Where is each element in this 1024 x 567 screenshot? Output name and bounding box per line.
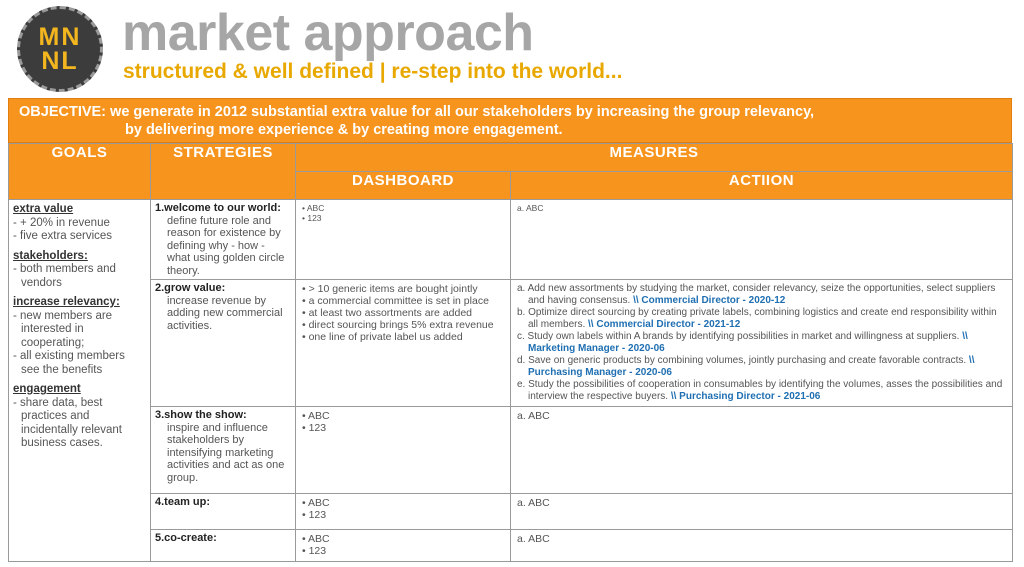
strategy-table	[8, 143, 1013, 562]
dashboard-item: • a commercial committee is set in place	[302, 295, 504, 307]
dashboard-item: • 123	[302, 509, 504, 521]
strategy-cell	[151, 280, 296, 407]
strategy-title: 4.team up:	[155, 496, 211, 508]
action-text: d. Save on generic products by combining volumes, jointly purchasing and create favorable contracts.	[517, 355, 969, 366]
action-item	[517, 355, 1006, 379]
action-text: a. ABC	[517, 410, 550, 422]
strategy-cell	[151, 494, 296, 530]
dashboard-item: • ABC	[302, 497, 504, 509]
strategy-description: inspire and influence stakeholders by intensifying marketing activities and act as one group.	[167, 421, 285, 484]
dashboard-cell	[296, 407, 511, 494]
page-subtitle: structured & well defined | re-step into the world...	[123, 60, 623, 83]
action-owner: \\ Marketing Manager - 2020-06	[528, 331, 968, 354]
strategy-title: 3.show the show:	[155, 409, 247, 421]
action-text: a. ABC	[517, 497, 550, 509]
objective-label: OBJECTIVE:	[19, 104, 107, 120]
goal-title: extra value	[13, 203, 74, 215]
goal-title: engagement	[13, 383, 81, 395]
strategy-title: 1.welcome to our world:	[155, 202, 281, 214]
goal-item: - new members are interested in cooperating;	[13, 310, 146, 351]
action-item	[517, 379, 1006, 403]
dashboard-header: DASHBOARD	[296, 172, 511, 200]
action-header: ACTIION	[511, 172, 1013, 200]
dashboard-item: • > 10 generic items are bought jointly	[302, 283, 504, 295]
goals-header: GOALS	[9, 144, 151, 200]
action-text: a. ABC	[517, 533, 550, 545]
action-cell	[511, 407, 1013, 494]
action-cell	[511, 494, 1013, 530]
action-item	[517, 410, 1006, 422]
action-owner: \\ Purchasing Manager - 2020-06	[528, 355, 975, 378]
action-text: a. Add new assortments by studying the market, consider relevancy, seize the opportunities, select suppliers and having consensus.	[517, 283, 996, 306]
action-text: a. ABC	[517, 203, 544, 213]
action-cell	[511, 280, 1013, 407]
action-owner: \\ Commercial Director - 2021-12	[588, 319, 741, 330]
dashboard-cell	[296, 530, 511, 562]
goal-title: stakeholders:	[13, 249, 88, 262]
action-item	[517, 497, 1006, 509]
action-text: c. Study own labels within A brands by identifying possibilities in market and willingness at suppliers.	[517, 331, 963, 342]
action-cell	[511, 200, 1013, 280]
goal-item: - + 20% in revenue	[13, 217, 146, 231]
strategy-title: 2.grow value:	[155, 282, 226, 294]
strategy-cell	[151, 407, 296, 494]
action-item	[517, 283, 1006, 307]
goals-cell	[9, 200, 151, 562]
objective-line-1: we generate in 2012 substantial extra value for all our stakeholders by increasing the group relevancy,	[110, 104, 815, 120]
dashboard-item: • ABC	[302, 203, 504, 213]
goal-list	[13, 217, 146, 244]
strategy-description: increase revenue by adding new commercial activities.	[167, 294, 283, 332]
action-item	[517, 533, 1006, 545]
logo	[17, 6, 103, 92]
logo-line-2: NL	[41, 47, 79, 75]
dashboard-item: • direct sourcing brings 5% extra revenue	[302, 319, 504, 331]
goal-list	[13, 310, 146, 378]
dashboard-cell	[296, 280, 511, 407]
strategy-title: 5.co-create:	[155, 532, 217, 544]
objective-banner	[8, 98, 1012, 143]
goal-title: increase relevancy:	[13, 296, 120, 308]
dashboard-item: • 123	[302, 545, 504, 557]
dashboard-item: • at least two assortments are added	[302, 307, 504, 319]
action-text: b. Optimize direct sourcing by creating private labels, combining logistics and create end responsibility within all members.	[517, 307, 997, 330]
strategy-cell	[151, 200, 296, 280]
dashboard-item: • 123	[302, 422, 504, 434]
logo-line-1: MN	[38, 23, 82, 51]
action-item	[517, 203, 1006, 213]
action-owner: \\ Commercial Director - 2020-12	[633, 295, 786, 306]
goal-item: - both members and vendors	[13, 263, 146, 290]
action-item	[517, 307, 1006, 331]
strategies-header: STRATEGIES	[151, 144, 296, 200]
action-owner: \\ Purchasing Director - 2021-06	[670, 391, 821, 402]
strategy-cell	[151, 530, 296, 562]
action-cell	[511, 530, 1013, 562]
strategy-description: define future role and reason for existence by defining why - how - what using golden circle theory.	[167, 214, 285, 277]
goal-item: - share data, best practices and incidentally relevant business cases.	[13, 397, 146, 451]
dashboard-cell	[296, 494, 511, 530]
goal-list	[13, 263, 146, 290]
measures-header: MEASURES	[296, 144, 1013, 172]
dashboard-item: • 123	[302, 213, 504, 223]
dashboard-cell	[296, 200, 511, 280]
goal-list	[13, 397, 146, 451]
dashboard-item: • ABC	[302, 410, 504, 422]
dashboard-item: • one line of private label us added	[302, 331, 504, 343]
action-text: e. Study the possibilities of cooperation in consumables by identifying the volumes, asses the possibilities and interview the respective buyers.	[517, 379, 1003, 402]
goal-item: - five extra services	[13, 230, 146, 244]
goal-item: - all existing members see the benefits	[13, 350, 146, 377]
action-item	[517, 331, 1006, 355]
objective-line-2: by delivering more experience & by creating more engagement.	[125, 122, 563, 138]
dashboard-item: • ABC	[302, 533, 504, 545]
page-title: market approach	[122, 4, 534, 62]
